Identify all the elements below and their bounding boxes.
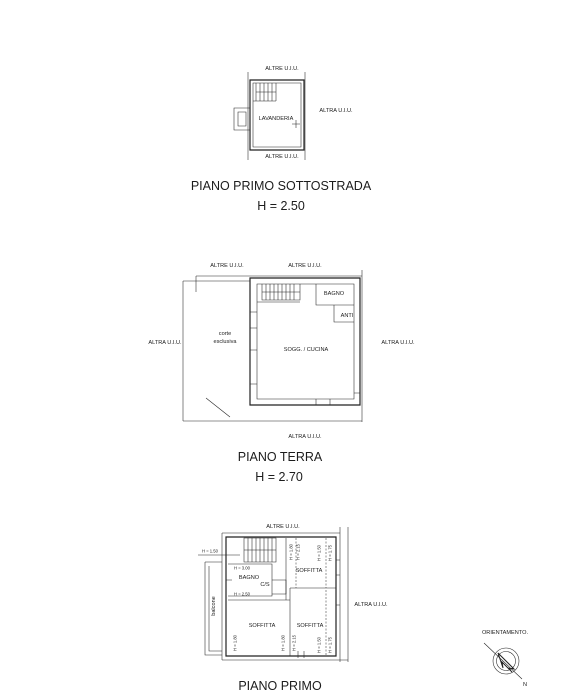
plan-piano-terra (148, 263, 415, 484)
neighbor-label-top-left: ALTRE U.I.U. (210, 263, 244, 269)
height-label-bottom-2: H = 1.80 (280, 635, 286, 651)
neighbor-label-left: ALTRA U.I.U. (148, 340, 182, 346)
room-label-soffitta-top: SOFFITTA (295, 568, 323, 574)
floor-height: H = 2.70 (255, 470, 303, 484)
court-corner (206, 398, 230, 417)
room-label-bagno: BAGNO (238, 575, 260, 581)
height-label-top-2: H = 2.15 (295, 544, 301, 560)
height-label-bottom-1: H = 1.80 (232, 635, 238, 651)
stairs (256, 83, 276, 101)
court-label-line2: esclusiva (213, 339, 237, 345)
stairs (262, 284, 300, 300)
stairs (244, 538, 276, 562)
inner-walls (257, 284, 354, 399)
height-label-bottom-5: H = 1.75 (327, 637, 333, 653)
plan-piano-primo (198, 524, 388, 693)
room-label-bagno: BAGNO (323, 291, 345, 297)
orientation-label: ORIENTAMENTO. (481, 630, 529, 636)
floor-title: PIANO PRIMO (238, 679, 322, 693)
height-label-top-1: H = 1.80 (288, 544, 294, 560)
room-label-soffitta-right: SOFFITTA (296, 623, 324, 629)
court-label-line1: corte (218, 331, 232, 337)
room-label-anti: ANTI (340, 313, 354, 319)
balcony-label: balcone (211, 596, 217, 616)
neighbor-label-right: ALTRA U.I.U. (319, 108, 353, 114)
floor-height: H = 2.50 (257, 199, 305, 213)
room-label-closet: C/S (260, 582, 270, 588)
room-label-lavanderia: LAVANDERIA (258, 116, 294, 122)
room-label-soffitta-left: SOFFITTA (248, 623, 276, 629)
neighbor-label-bottom: ALTRA U.I.U. (288, 434, 322, 440)
height-label-bottom-3: H = 2.15 (291, 635, 297, 651)
height-label-bath-top: H = 3.00 (234, 565, 250, 571)
neighbor-label-top: ALTRE U.I.U. (288, 263, 322, 269)
closet-walls (272, 580, 286, 594)
neighbor-label-right: ALTRA U.I.U. (381, 340, 415, 346)
floor-title: PIANO TERRA (237, 450, 323, 464)
height-label-bottom-4: H = 1.50 (316, 637, 322, 653)
roof-slope-lines (296, 538, 326, 656)
north-label: N (522, 682, 528, 688)
outer-walls (250, 80, 304, 150)
neighbor-label-bottom: ALTRE U.I.U. (265, 154, 299, 160)
outer-walls (250, 278, 360, 405)
window-niche (234, 108, 250, 130)
height-label-balcony: H = 1.50 (202, 548, 218, 554)
door-marks (316, 399, 330, 405)
height-label-bath-bottom: H = 2.50 (234, 591, 250, 597)
floor-title: PIANO PRIMO SOTTOSTRADA (190, 179, 372, 193)
neighbor-label-top: ALTRE U.I.U. (265, 66, 299, 72)
neighbor-label-top: ALTRE U.I.U. (266, 524, 300, 530)
height-label-top-3: H = 1.50 (316, 545, 322, 561)
north-orientation-symbol (482, 630, 529, 688)
neighbor-label-right: ALTRA U.I.U. (354, 602, 388, 608)
room-label-sogg-cucina: SOGG. / CUCINA (283, 347, 329, 353)
plan-piano-primo-sottostrada (191, 66, 372, 213)
height-label-top-4: H = 1.75 (327, 545, 333, 561)
